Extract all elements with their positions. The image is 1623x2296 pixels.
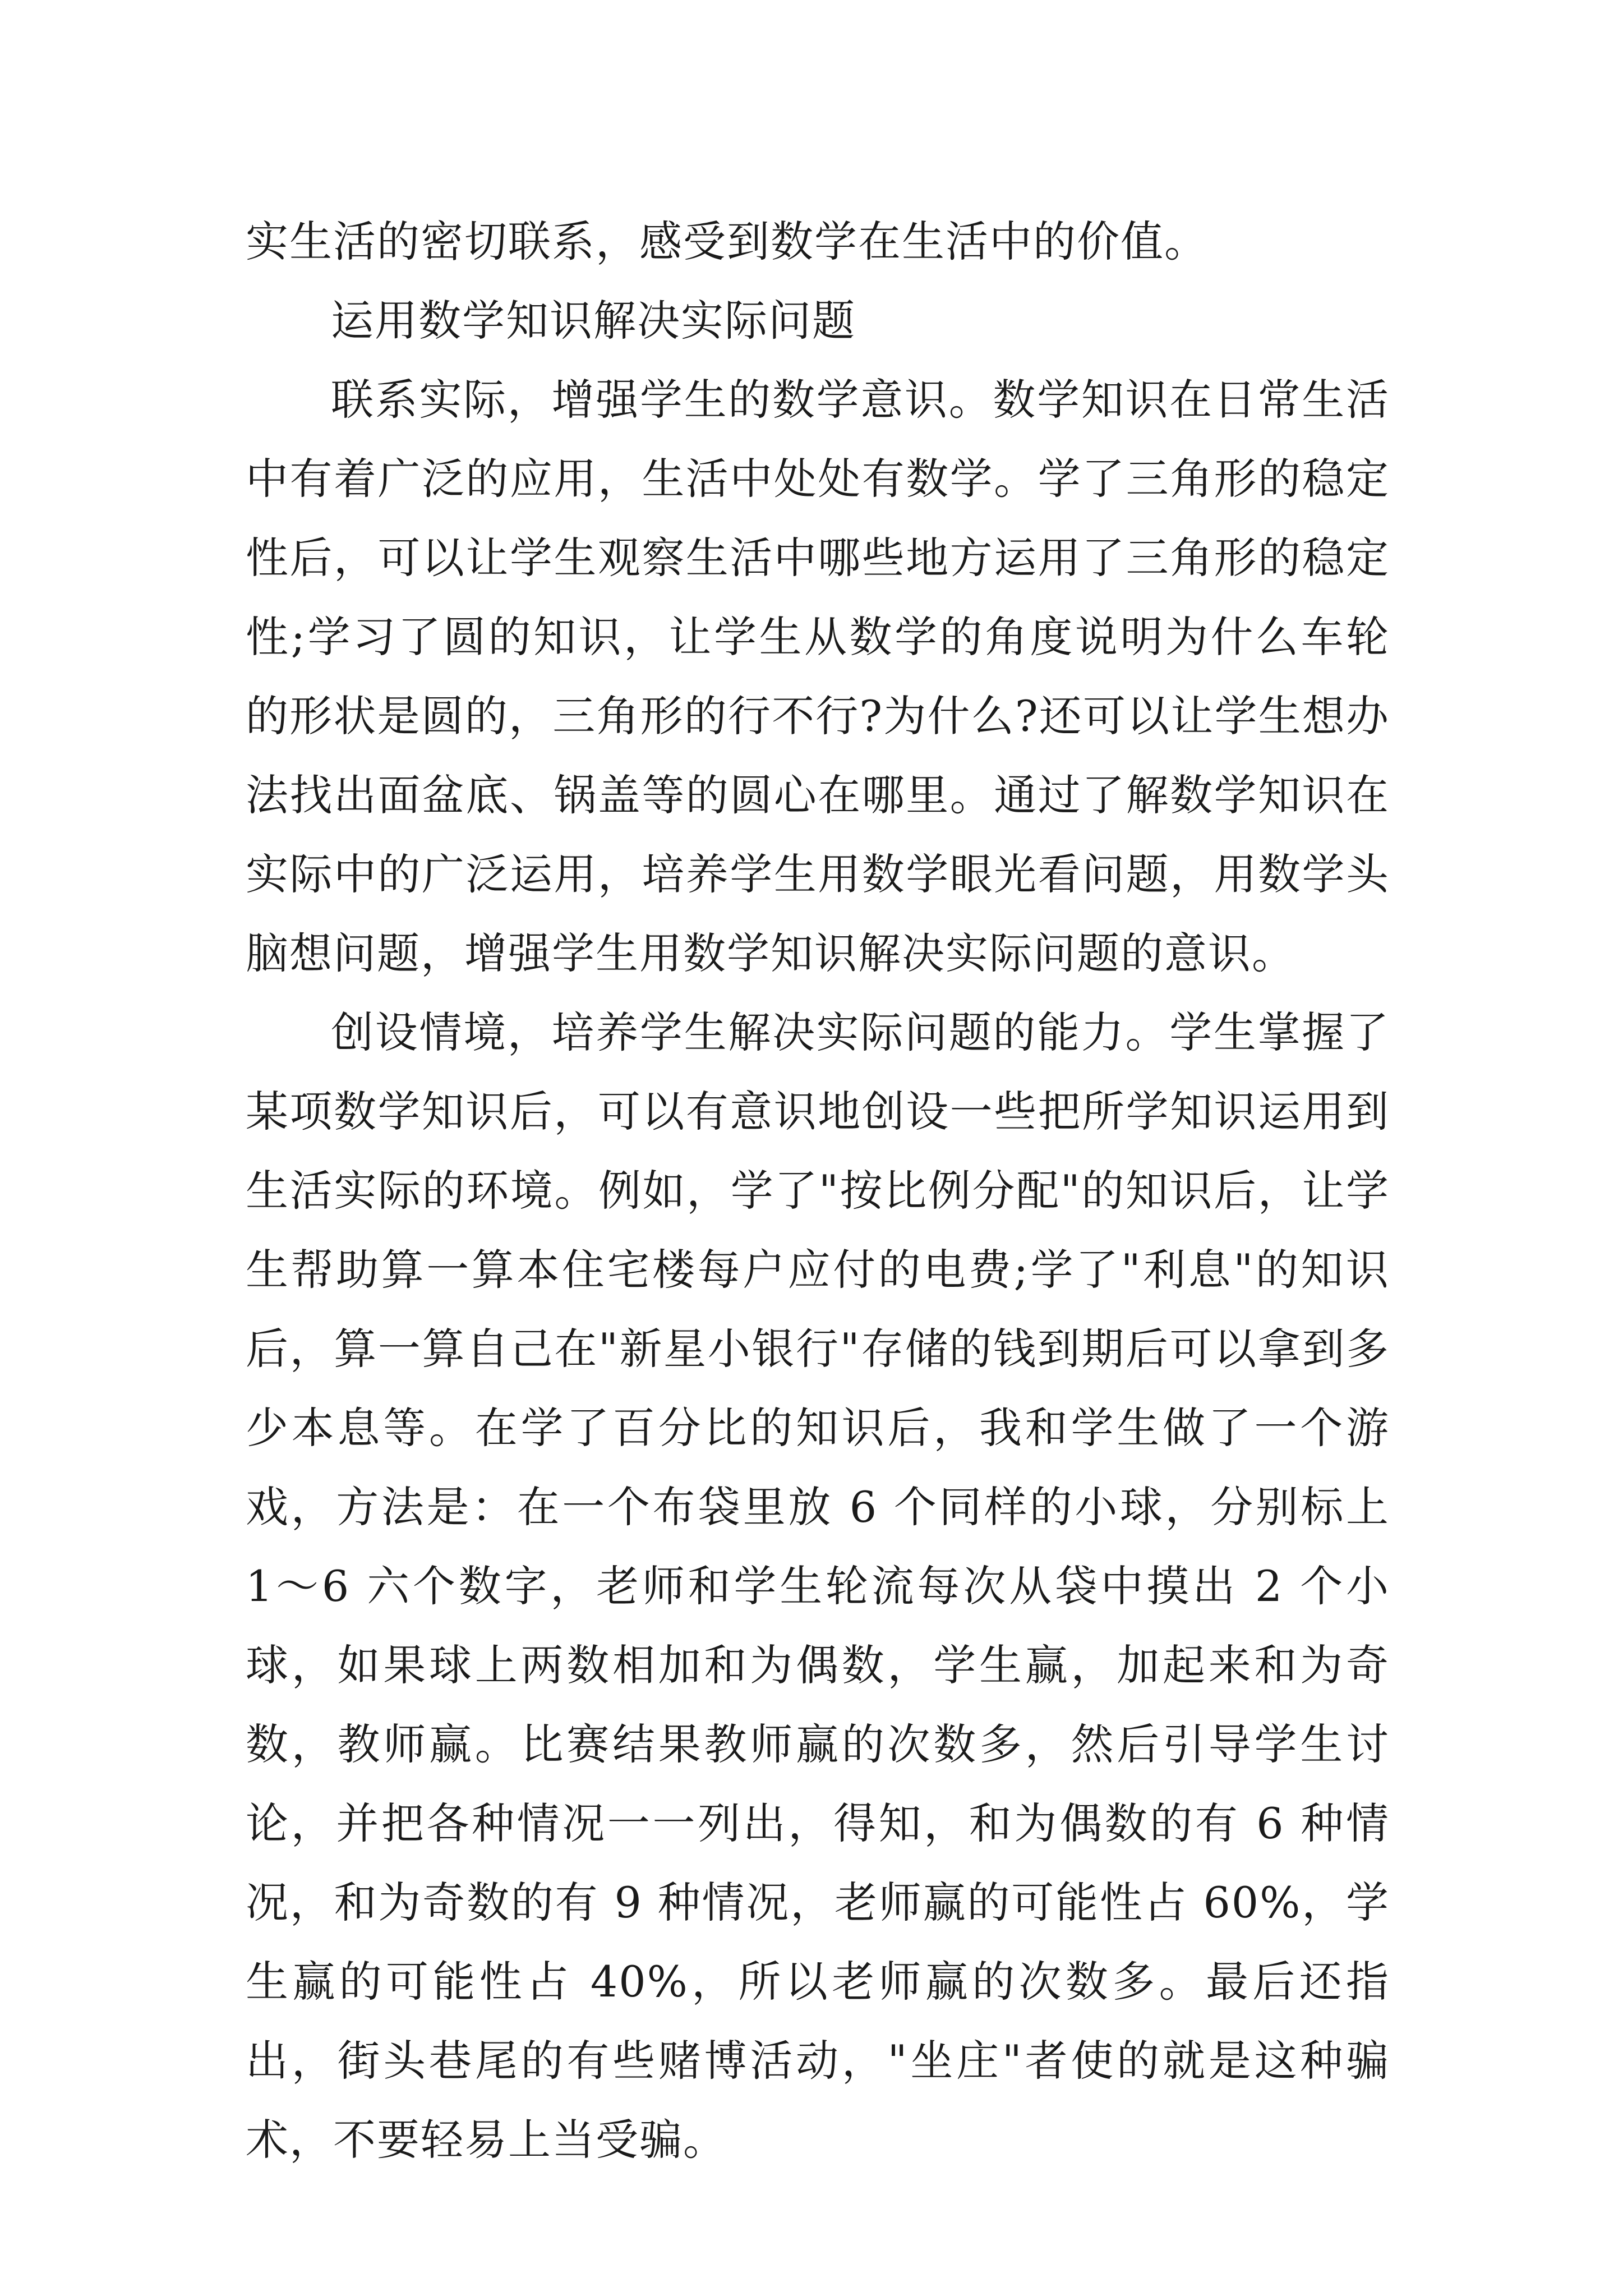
paragraph: 联系实际，增强学生的数学意识。数学知识在日常生活中有着广泛的应用，生活中处处有数学。学了三角形的稳定性后，可以让学生观察生活中哪些地方运用了三角形的稳定性;学习了圆的知识，让学生从数学的角度说明为什么车轮的形状是圆的，三角形的行不行?为什么?还可以让学生想办法找出面盆底、锅盖等的圆心在哪里。通过了解数学知识在实际中的广泛运用，培养学生用数学眼光看问题，用数学头脑想问题，增强学生用数学知识解决实际问题的意识。 [246, 375, 1390, 978]
paragraph: 创设情境，培养学生解决实际问题的能力。学生掌握了某项数学知识后，可以有意识地创设一些把所学知识运用到生活实际的环境。例如，学了"按比例分配"的知识后，让学生帮助算一算本住宅楼每户应付的电费;学了"利息"的知识后，算一算自己在"新星小银行"存储的钱到期后可以拿到多少本息等。在学了百分比的知识后，我和学生做了一个游戏，方法是：在一个布袋里放 6 个同样的小球，分别标上 1～6 六个数字，老师和学生轮流每次从袋中摸出 2 个小球，如果球上两数相加和为偶数，学生赢，加起来和为奇数，教师赢。比赛结果教师赢的次数多，然后引导学生讨论，并把各种情况一一列出，得知，和为偶数的有 6 种情况，和为奇数的有 9 种情况，老师赢的可能性占 60%，学生赢的可能性占 40%，所以老师赢的次数多。最后还指出，街头巷尾的有些赌博活动，"坐庄"者使的就是这种骗术，不要轻易上当受骗。 [246, 1007, 1390, 2165]
paragraph-continuation: 实生活的密切联系，感受到数学在生活中的价值。 [246, 217, 1208, 266]
body-text [246, 202, 1390, 2179]
section-heading: 运用数学知识解决实际问题 [331, 296, 856, 346]
